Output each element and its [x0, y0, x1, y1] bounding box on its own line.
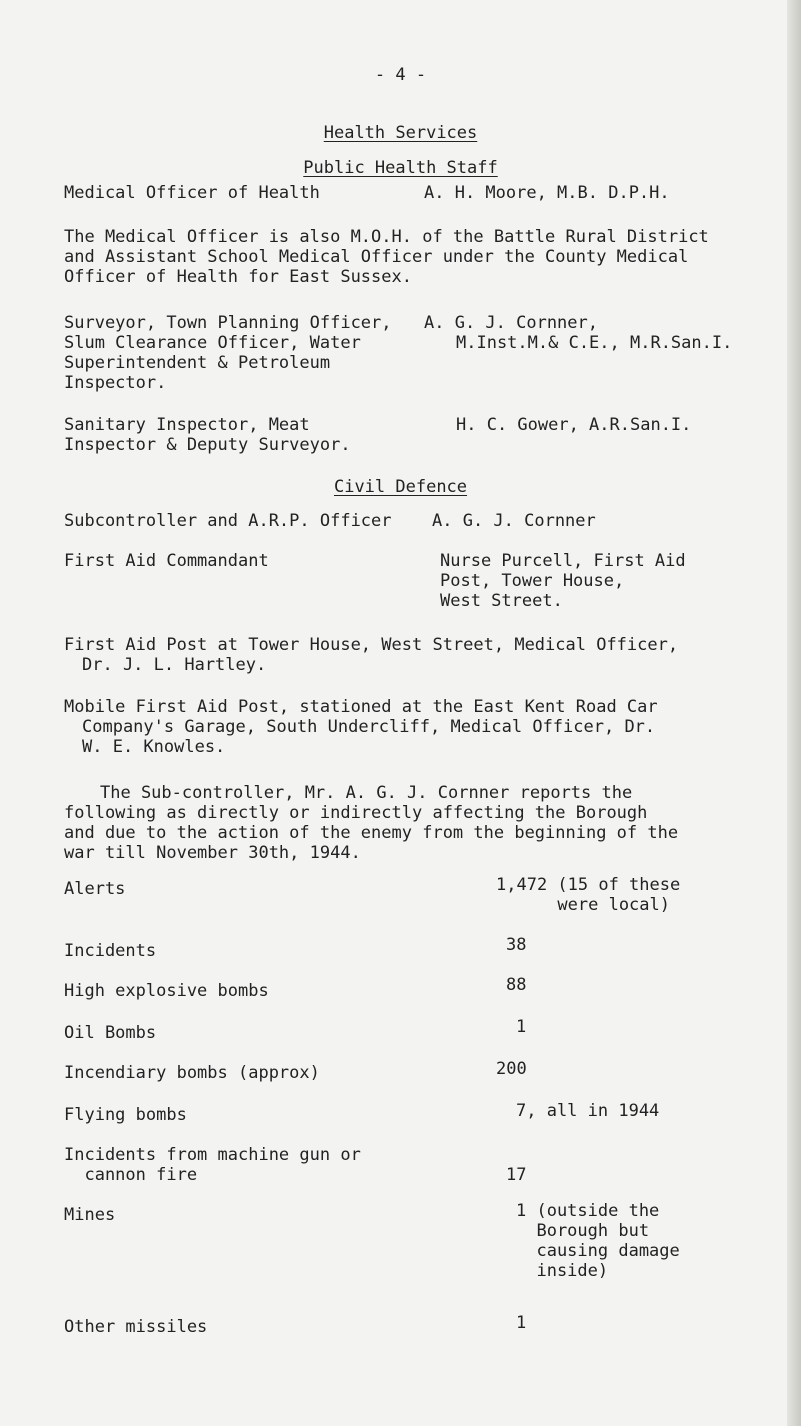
report-intro-line: and due to the action of the enemy from the beginning of the	[64, 823, 679, 843]
first-aid-post-line: First Aid Post at Tower House, West Street, Medical Officer,	[64, 635, 679, 655]
stat-label: cannon fire	[64, 1165, 198, 1185]
surveyor-role-line: Surveyor, Town Planning Officer,	[64, 313, 392, 333]
stat-value: 1,472 (15 of these	[496, 875, 681, 895]
commandant-name-line: Nurse Purcell, First Aid	[440, 551, 686, 571]
moh-role: Medical Officer of Health	[64, 183, 320, 203]
stat-value: 200	[496, 1059, 527, 1079]
subsection-title: Public Health Staff	[303, 158, 498, 178]
commandant-name-line: West Street.	[440, 591, 563, 611]
surveyor-role-line: Slum Clearance Officer, Water	[64, 333, 361, 353]
subcontroller-name: A. G. J. Cornner	[432, 511, 596, 531]
mobile-post-line: Mobile First Aid Post, stationed at the East Kent Road Car	[64, 697, 658, 717]
mobile-post-line: W. E. Knowles.	[82, 737, 226, 757]
stat-label: Flying bombs	[64, 1105, 187, 1125]
civil-defence-title: Civil Defence	[333, 477, 468, 497]
report-intro-line: following as directly or indirectly affecting the Borough	[64, 803, 648, 823]
stat-value: 38	[506, 935, 527, 955]
first-aid-post-line: Dr. J. L. Hartley.	[82, 655, 267, 675]
page-number: - 4 -	[374, 65, 427, 85]
stat-value: causing damage	[516, 1241, 680, 1261]
stat-label: Incidents	[64, 941, 157, 961]
page-edge-shadow	[787, 0, 801, 1426]
stat-label: Mines	[64, 1205, 116, 1225]
mobile-post-line: Company's Garage, South Undercliff, Medical Officer, Dr.	[82, 717, 656, 737]
stat-label: Oil Bombs	[64, 1023, 157, 1043]
stat-value: 1	[516, 1017, 527, 1037]
moh-note-line: Officer of Health for East Sussex.	[64, 267, 412, 287]
surveyor-role-line: Superintendent & Petroleum	[64, 353, 331, 373]
stat-value: inside)	[516, 1261, 609, 1281]
moh-note-line: and Assistant School Medical Officer under the County Medical	[64, 247, 689, 267]
subcontroller-role: Subcontroller and A.R.P. Officer	[64, 511, 392, 531]
stat-value: were local)	[496, 895, 670, 915]
report-intro-line: The Sub-controller, Mr. A. G. J. Cornner reports the	[100, 783, 633, 803]
stat-label: Alerts	[64, 879, 126, 899]
commandant-name-line: Post, Tower House,	[440, 571, 625, 591]
stat-value: 17	[506, 1165, 527, 1185]
stat-label: Other missiles	[64, 1317, 208, 1337]
stat-label: High explosive bombs	[64, 981, 269, 1001]
section-title: Health Services	[323, 123, 478, 143]
sanitary-role-line: Inspector & Deputy Surveyor.	[64, 435, 351, 455]
report-intro-line: war till November 30th, 1944.	[64, 843, 361, 863]
stat-value: Borough but	[516, 1221, 650, 1241]
stat-value: 1	[516, 1313, 527, 1333]
stat-value: 88	[506, 975, 527, 995]
stat-value: 7, all in 1944	[516, 1101, 660, 1121]
commandant-role: First Aid Commandant	[64, 551, 269, 571]
moh-note-line: The Medical Officer is also M.O.H. of the Battle Rural District	[64, 227, 709, 247]
surveyor-role-line: Inspector.	[64, 373, 167, 393]
sanitary-name: H. C. Gower, A.R.San.I.	[456, 415, 692, 435]
sanitary-role-line: Sanitary Inspector, Meat	[64, 415, 310, 435]
surveyor-name-line: A. G. J. Cornner,	[424, 313, 598, 333]
stat-label: Incendiary bombs (approx)	[64, 1063, 320, 1083]
moh-name: A. H. Moore, M.B. D.P.H.	[424, 183, 670, 203]
stat-value: 1 (outside the	[516, 1201, 660, 1221]
stat-label: Incidents from machine gun or	[64, 1145, 361, 1165]
surveyor-name-line: M.Inst.M.& C.E., M.R.San.I.	[456, 333, 733, 353]
